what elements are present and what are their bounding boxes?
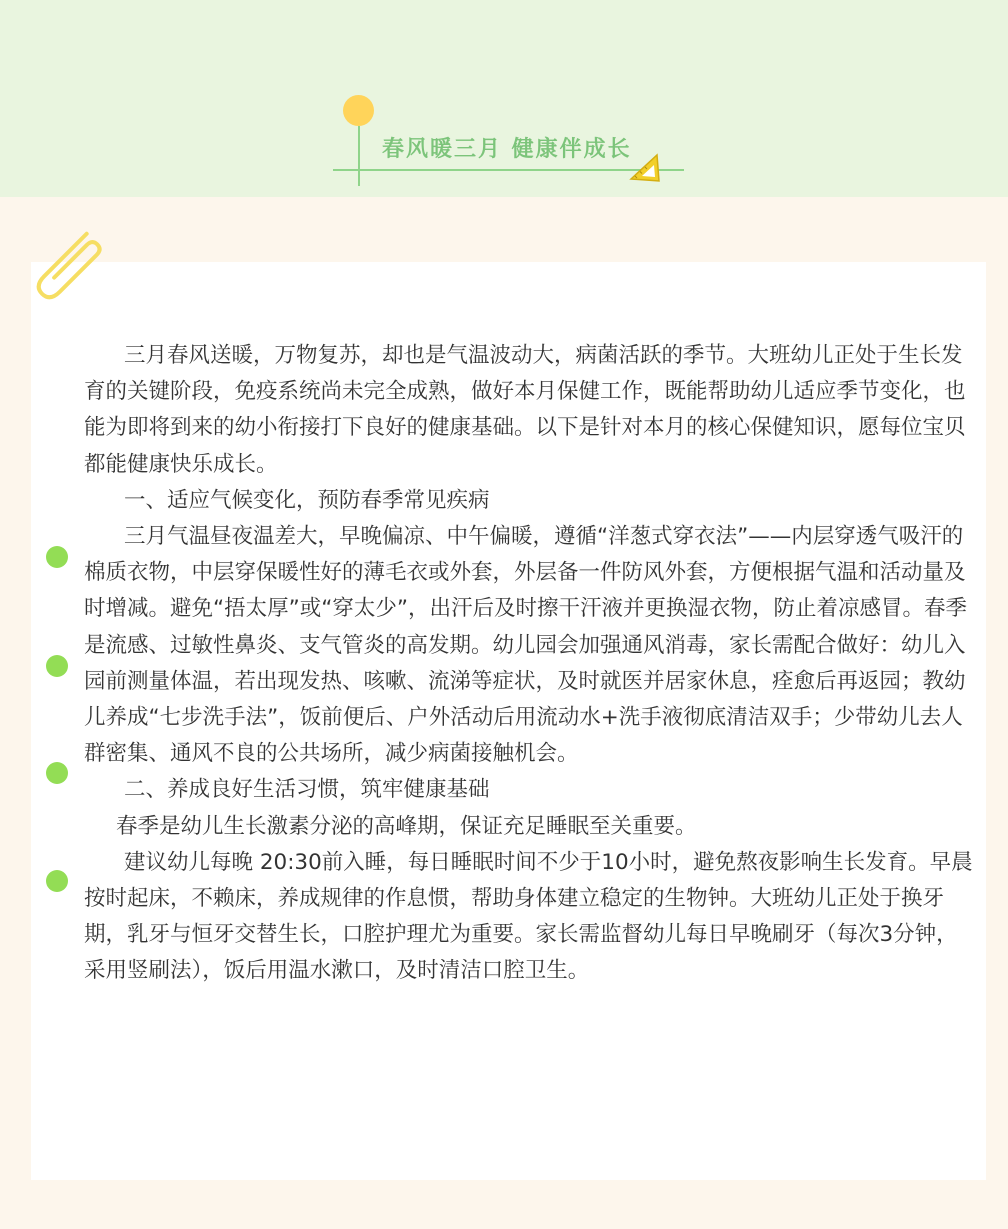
triangle-ruler-icon <box>628 152 662 184</box>
green-dot-icon <box>46 655 68 677</box>
green-dot-icon <box>46 870 68 892</box>
intro-paragraph: 三月春风送暖，万物复苏，却也是气温波动大，病菌活跃的季节。大班幼儿正处于生长发育的关键阶段，免疫系统尚未完全成熟，做好本月保健工作，既能帮助幼儿适应季节变化，也能为即将到来的幼小衔接打下良好的健康基础。以下是针对本月的核心保健知识，愿每位宝贝都能健康快乐成长。 <box>84 343 966 477</box>
section-2-lead: 春季是幼儿生长激素分泌的高峰期，保证充足睡眠至关重要。 <box>116 813 697 839</box>
green-dot-icon <box>46 762 68 784</box>
title-decor-dot <box>343 95 374 126</box>
header-banner <box>0 0 1008 197</box>
section-2-heading: 二、养成良好生活习惯，筑牢健康基础 <box>124 777 490 803</box>
page-title: 春风暖三月 健康伴成长 <box>382 137 632 162</box>
green-dot-icon <box>46 546 68 568</box>
article-body <box>84 338 974 990</box>
section-1-heading: 一、适应气候变化，预防春季常见疾病 <box>124 487 490 513</box>
paperclip-icon <box>28 225 110 309</box>
section-1-paragraph: 三月气温昼夜温差大，早晚偏凉、中午偏暖，遵循“洋葱式穿衣法”——内层穿透气吸汗的棉质衣物，中层穿保暖性好的薄毛衣或外套，外层备一件防风外套，方便根据气温和活动量及时增减。避免“捂太厚”或“穿太少”，出汗后及时擦干汗液并更换湿衣物，防止着凉感冒。春季是流感、过敏性鼻炎、支气管炎的高发期。幼儿园会加强通风消毒，家长需配合做好：幼儿入园前测量体温，若出现发热、咳嗽、流涕等症状，及时就医并居家休息，痊愈后再返园；教幼儿养成“七步洗手法”，饭前便后、户外活动后用流动水+洗手液彻底清洁双手；少带幼儿去人群密集、通风不良的公共场所，减少病菌接触机会。 <box>84 524 968 767</box>
section-2-paragraph: 建议幼儿每晚 20:30前入睡，每日睡眠时间不少于10小时，避免熬夜影响生长发育。早晨按时起床，不赖床，养成规律的作息惯，帮助身体建立稳定的生物钟。大班幼儿正处于换牙期，乳牙与恒牙交替生长，口腔护理尤为重要。家长需监督幼儿每日早晚刷牙（每次3分钟，采用竖刷法），饭后用温水漱口，及时清洁口腔卫生。 <box>84 849 973 984</box>
title-decor-vertical-line <box>358 126 360 186</box>
